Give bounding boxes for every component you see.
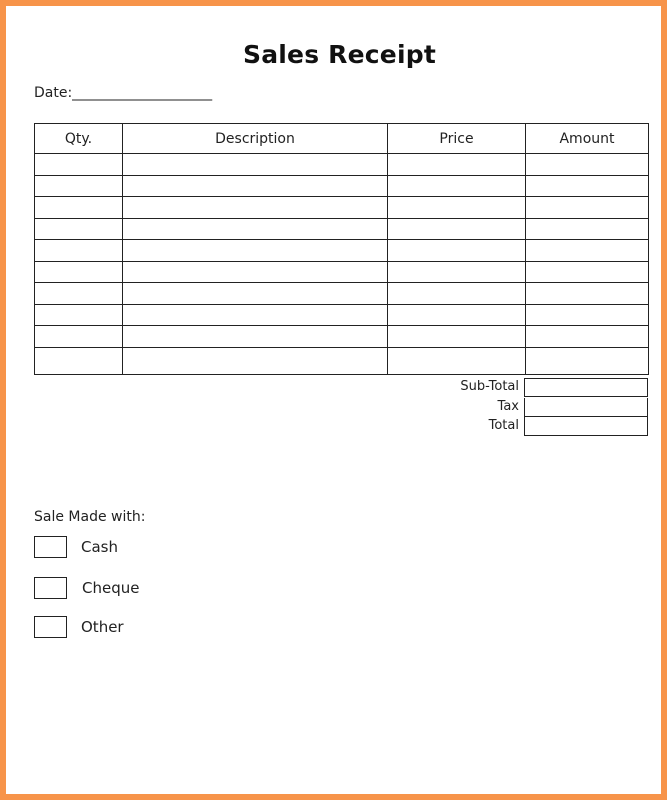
qty-cell[interactable] [35,197,123,219]
table-row [35,347,649,374]
total-row [426,417,648,437]
amount-cell[interactable] [526,154,649,176]
header-description: Description [123,124,388,154]
qty-cell[interactable] [35,175,123,197]
other-label: Other [81,618,124,636]
header-price: Price [388,124,526,154]
tax-field[interactable] [524,398,648,417]
cash-checkbox[interactable] [34,536,67,558]
qty-cell[interactable] [35,218,123,240]
other-checkbox[interactable] [34,616,67,638]
total-label: Total [488,418,519,433]
qty-cell[interactable] [35,326,123,348]
total-field[interactable] [524,417,648,436]
price-cell[interactable] [388,218,526,240]
header-qty: Qty. [35,124,123,154]
description-cell[interactable] [123,175,388,197]
subtotal-label: Sub-Total [460,379,519,394]
tax-row [426,398,648,418]
description-cell[interactable] [123,218,388,240]
totals-block [426,378,648,437]
amount-cell[interactable] [526,304,649,326]
description-cell[interactable] [123,326,388,348]
amount-cell[interactable] [526,175,649,197]
table-row [35,240,649,262]
qty-cell[interactable] [35,304,123,326]
description-cell[interactable] [123,283,388,305]
table-row [35,175,649,197]
table-header-row [35,124,649,154]
price-cell[interactable] [388,240,526,262]
price-cell[interactable] [388,283,526,305]
items-table [34,123,649,375]
description-cell[interactable] [123,304,388,326]
price-cell[interactable] [388,261,526,283]
header-amount: Amount [526,124,649,154]
qty-cell[interactable] [35,283,123,305]
date-field[interactable]: Date:____________________ [34,85,213,101]
price-cell[interactable] [388,347,526,374]
page-title: Sales Receipt [243,40,436,69]
qty-cell[interactable] [35,240,123,262]
table-row [35,154,649,176]
description-cell[interactable] [123,154,388,176]
price-cell[interactable] [388,197,526,219]
amount-cell[interactable] [526,240,649,262]
amount-cell[interactable] [526,261,649,283]
description-cell[interactable] [123,261,388,283]
cheque-checkbox[interactable] [34,577,67,599]
cash-label: Cash [81,538,118,556]
price-cell[interactable] [388,304,526,326]
table-row [35,304,649,326]
amount-cell[interactable] [526,326,649,348]
price-cell[interactable] [388,154,526,176]
amount-cell[interactable] [526,218,649,240]
qty-cell[interactable] [35,261,123,283]
table-row [35,197,649,219]
amount-cell[interactable] [526,283,649,305]
price-cell[interactable] [388,326,526,348]
table-row [35,326,649,348]
amount-cell[interactable] [526,347,649,374]
tax-label: Tax [497,398,519,414]
qty-cell[interactable] [35,154,123,176]
price-cell[interactable] [388,175,526,197]
cheque-label: Cheque [82,579,140,597]
description-cell[interactable] [123,347,388,374]
payment-heading: Sale Made with: [34,509,146,525]
subtotal-row [426,378,648,398]
description-cell[interactable] [123,197,388,219]
subtotal-field[interactable] [524,378,648,397]
table-row [35,218,649,240]
table-row [35,283,649,305]
amount-cell[interactable] [526,197,649,219]
table-row [35,261,649,283]
qty-cell[interactable] [35,347,123,374]
description-cell[interactable] [123,240,388,262]
